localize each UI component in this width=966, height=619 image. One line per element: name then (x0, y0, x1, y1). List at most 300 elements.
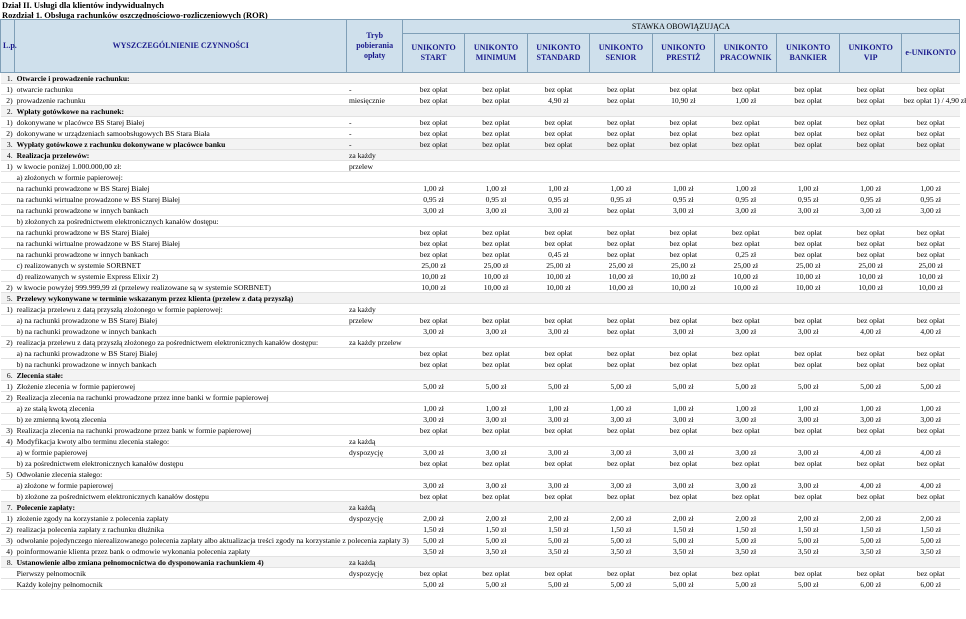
fee-cell (402, 436, 464, 447)
col-header-account-1: UNIKONTO MINIMUM (465, 34, 527, 73)
row-mode: dyspozycję (347, 447, 402, 458)
row-description: a) ze stałą kwotą zlecenia (15, 403, 347, 414)
row-mode (347, 260, 402, 271)
fee-cell: 6,00 zł (902, 579, 960, 590)
fee-cell: bez opłat (590, 117, 652, 128)
fee-cell: 1,50 zł (715, 524, 777, 535)
fee-cell: 25,00 zł (715, 260, 777, 271)
fee-cell: 5,00 zł (839, 535, 901, 546)
fee-cell: bez opłat (777, 227, 839, 238)
fee-cell (402, 304, 464, 315)
fee-cell: 4,90 zł (527, 95, 589, 106)
row-number: 5) (1, 469, 15, 480)
row-mode: - (347, 128, 402, 139)
fee-cell: bez opłat (902, 227, 960, 238)
fee-cell: 3,00 zł (465, 414, 527, 425)
fee-cell: bez opłat (715, 568, 777, 579)
fee-cell (902, 73, 960, 84)
fee-cell: 4,00 zł (902, 447, 960, 458)
fee-cell (590, 469, 652, 480)
table-row (1, 205, 960, 216)
fee-cell (465, 337, 527, 348)
fee-cell: 3,00 zł (839, 205, 901, 216)
fee-cell (839, 172, 901, 183)
fee-cell: 10,00 zł (715, 271, 777, 282)
fee-cell (465, 370, 527, 381)
fee-cell: 5,00 zł (590, 579, 652, 590)
fee-cell: bez opłat (902, 568, 960, 579)
row-number: 2) (1, 524, 15, 535)
row-number: 6. (1, 370, 15, 381)
fee-cell (465, 304, 527, 315)
section-row (1, 73, 960, 84)
fee-cell: 3,00 zł (465, 205, 527, 216)
fee-cell: 3,00 zł (465, 326, 527, 337)
fee-cell: bez opłat (839, 227, 901, 238)
fee-cell (590, 161, 652, 172)
fee-cell: 25,00 zł (465, 260, 527, 271)
fee-cell: bez opłat (402, 249, 464, 260)
table-row (1, 249, 960, 260)
row-number (1, 216, 15, 227)
table-row (1, 238, 960, 249)
fee-cell: bez opłat (652, 227, 714, 238)
fee-cell (715, 172, 777, 183)
col-header-mode: Tryb pobierania opłaty (347, 20, 402, 73)
fee-cell: 5,00 zł (402, 535, 464, 546)
fee-cell (402, 216, 464, 227)
fee-cell: bez opłat (777, 249, 839, 260)
fee-cell (402, 469, 464, 480)
fee-cell: 3,00 zł (465, 447, 527, 458)
row-description: Modyfikacja kwoty albo terminu zlecenia stałego: (15, 436, 347, 447)
fee-cell (902, 293, 960, 304)
fee-cell (652, 502, 714, 513)
fee-cell: bez opłat (652, 139, 714, 150)
fee-cell (465, 436, 527, 447)
fee-cell: 5,00 zł (402, 381, 464, 392)
fee-cell (715, 557, 777, 568)
fee-cell: 3,50 zł (527, 546, 589, 557)
fee-cell (465, 150, 527, 161)
row-number (1, 491, 15, 502)
table-row (1, 469, 960, 480)
row-mode (347, 392, 402, 403)
fee-cell (402, 150, 464, 161)
fee-cell: 3,00 zł (777, 414, 839, 425)
fee-cell (902, 172, 960, 183)
fee-cell: bez opłat (839, 458, 901, 469)
row-description: Ustanowienie albo zmiana pełnomocnictwa do dysponowania rachunkiem 4) (15, 557, 347, 568)
fee-cell: bez opłat (902, 117, 960, 128)
fee-cell: bez opłat (527, 425, 589, 436)
row-mode (347, 491, 402, 502)
fee-cell (777, 392, 839, 403)
table-row (1, 271, 960, 282)
fee-cell (839, 502, 901, 513)
fee-cell (839, 337, 901, 348)
fee-cell: bez opłat (715, 227, 777, 238)
fee-cell: bez opłat (777, 139, 839, 150)
fee-cell (715, 337, 777, 348)
row-number: 1. (1, 73, 15, 84)
fee-cell: bez opłat (590, 95, 652, 106)
fee-cell: 1,00 zł (902, 403, 960, 414)
fee-cell: 3,00 zł (652, 326, 714, 337)
chapter-title: Rozdział 1. Obsługa rachunków oszczędnościowo-rozliczeniowych (ROR) (2, 10, 268, 20)
fee-cell: bez opłat (839, 491, 901, 502)
row-number (1, 249, 15, 260)
fee-cell: 1,00 zł (590, 183, 652, 194)
fee-cell (715, 304, 777, 315)
fee-cell: bez opłat (402, 458, 464, 469)
row-number (1, 414, 15, 425)
row-mode (347, 458, 402, 469)
row-mode (347, 106, 402, 117)
row-description: d) realizowanych w systemie Express Elixir 2) (15, 271, 347, 282)
fee-cell: bez opłat (465, 359, 527, 370)
row-number (1, 359, 15, 370)
fee-cell: 1,00 zł (465, 183, 527, 194)
row-number (1, 271, 15, 282)
fee-cell (839, 106, 901, 117)
table-row (1, 326, 960, 337)
fee-cell: bez opłat (527, 491, 589, 502)
fee-cell: bez opłat (590, 249, 652, 260)
fee-cell: 3,00 zł (402, 414, 464, 425)
fee-cell: 3,00 zł (715, 205, 777, 216)
row-mode (347, 348, 402, 359)
fee-cell: 2,00 zł (527, 513, 589, 524)
row-number: 2) (1, 392, 15, 403)
fee-cell: bez opłat (590, 359, 652, 370)
table-row (1, 183, 960, 194)
fee-cell: bez opłat (465, 128, 527, 139)
fee-cell: bez opłat (902, 425, 960, 436)
fee-cell: bez opłat (902, 315, 960, 326)
fee-cell: bez opłat (652, 568, 714, 579)
fee-cell: bez opłat (839, 238, 901, 249)
fee-cell: 0,95 zł (527, 194, 589, 205)
fee-cell: 5,00 zł (777, 535, 839, 546)
fee-cell (902, 370, 960, 381)
row-description: Przelewy wykonywane w terminie wskazanym przez klienta (przelew z datą przyszłą) (15, 293, 347, 304)
fee-cell: bez opłat (402, 348, 464, 359)
row-number (1, 183, 15, 194)
fee-cell: bez opłat (839, 315, 901, 326)
fee-cell: bez opłat (652, 458, 714, 469)
fee-cell: 1,00 zł (402, 403, 464, 414)
fee-cell (715, 216, 777, 227)
fee-cell: 10,00 zł (902, 271, 960, 282)
fee-cell: bez opłat (590, 568, 652, 579)
fee-cell: 10,00 zł (527, 271, 589, 282)
fee-cell (590, 557, 652, 568)
fee-cell: 25,00 zł (590, 260, 652, 271)
row-description: w kwocie powyżej 999.999,99 zł (przelewy realizowane są w systemie SORBNET) (15, 282, 347, 293)
table-row (1, 425, 960, 436)
fee-cell (777, 216, 839, 227)
fee-cell (777, 304, 839, 315)
col-header-lp: L.p. (1, 20, 15, 73)
fee-cell: bez opłat (777, 491, 839, 502)
fee-cell: bez opłat (465, 425, 527, 436)
fee-cell: bez opłat (402, 117, 464, 128)
fee-cell: bez opłat (715, 139, 777, 150)
row-mode (347, 282, 402, 293)
fee-cell (715, 106, 777, 117)
row-description: na rachunki prowadzone w BS Starej Białej (15, 227, 347, 238)
section-row (1, 557, 960, 568)
table-row (1, 359, 960, 370)
fee-cell: 10,00 zł (715, 282, 777, 293)
fee-cell: bez opłat (402, 491, 464, 502)
row-number (1, 172, 15, 183)
row-mode: dyspozycję (347, 568, 402, 579)
fee-cell: 0,45 zł (527, 249, 589, 260)
fee-cell (652, 106, 714, 117)
section-row (1, 150, 960, 161)
fee-cell: 1,00 zł (465, 403, 527, 414)
fee-cell (527, 216, 589, 227)
table-row (1, 546, 960, 557)
table-row (1, 260, 960, 271)
fee-cell (839, 304, 901, 315)
row-number: 4) (1, 546, 15, 557)
fee-cell (465, 161, 527, 172)
fee-cell: bez opłat (402, 227, 464, 238)
fee-cell: bez opłat (652, 128, 714, 139)
fee-cell: 4,00 zł (839, 480, 901, 491)
fee-cell: bez opłat (590, 491, 652, 502)
row-number (1, 480, 15, 491)
table-row (1, 348, 960, 359)
fee-cell (590, 73, 652, 84)
row-number (1, 458, 15, 469)
fee-cell: bez opłat (527, 238, 589, 249)
table-row (1, 95, 960, 106)
section-row (1, 502, 960, 513)
fee-cell: 2,00 zł (402, 513, 464, 524)
fee-cell (902, 337, 960, 348)
fee-cell: bez opłat (715, 84, 777, 95)
fee-cell (839, 392, 901, 403)
fee-cell: 5,00 zł (652, 579, 714, 590)
row-description: realizacja polecenia zapłaty z rachunku dłużnika (15, 524, 347, 535)
row-number: 3. (1, 139, 15, 150)
table-row (1, 315, 960, 326)
row-description: Zlecenia stałe: (15, 370, 347, 381)
fee-cell: 4,00 zł (839, 326, 901, 337)
table-row (1, 172, 960, 183)
fee-cell (590, 293, 652, 304)
fee-cell: 3,50 zł (715, 546, 777, 557)
row-description: prowadzenie rachunku (15, 95, 347, 106)
fee-cell (715, 161, 777, 172)
row-number: 8. (1, 557, 15, 568)
fee-cell: 3,00 zł (715, 480, 777, 491)
fee-cell: bez opłat (652, 348, 714, 359)
row-mode (347, 183, 402, 194)
fee-cell: 3,00 zł (715, 326, 777, 337)
row-number: 2) (1, 128, 15, 139)
fee-cell: 1,50 zł (465, 524, 527, 535)
fee-cell: bez opłat (402, 95, 464, 106)
fee-cell: bez opłat (777, 95, 839, 106)
fee-cell: 3,00 zł (715, 414, 777, 425)
table-row (1, 128, 960, 139)
fee-cell (777, 293, 839, 304)
fee-cell: 1,50 zł (402, 524, 464, 535)
fee-cell: bez opłat (527, 568, 589, 579)
fee-cell (902, 557, 960, 568)
row-description: a) na rachunki prowadzone w BS Starej Białej (15, 315, 347, 326)
fee-cell: 0,95 zł (777, 194, 839, 205)
fee-cell (715, 502, 777, 513)
row-mode (347, 579, 402, 590)
fee-cell: 25,00 zł (777, 260, 839, 271)
fee-cell: bez opłat (590, 425, 652, 436)
row-description: w kwocie poniżej 1.000.000,00 zł: (15, 161, 347, 172)
fee-cell: 5,00 zł (465, 579, 527, 590)
fee-cell: 5,00 zł (777, 579, 839, 590)
fee-cell: 4,00 zł (902, 326, 960, 337)
fee-cell (777, 172, 839, 183)
table-row (1, 436, 960, 447)
row-mode (347, 546, 402, 557)
fee-cell: 1,00 zł (839, 403, 901, 414)
fee-cell: 10,00 zł (527, 282, 589, 293)
col-header-name: WYSZCZEGÓLNIENIE CZYNNOŚCI (15, 20, 347, 73)
fee-cell: 3,00 zł (652, 480, 714, 491)
fee-cell (590, 304, 652, 315)
table-row (1, 227, 960, 238)
fee-cell: 10,00 zł (652, 271, 714, 282)
fee-cell: 3,00 zł (402, 480, 464, 491)
row-number: 2) (1, 337, 15, 348)
fee-cell: 10,00 zł (590, 282, 652, 293)
fee-cell (465, 293, 527, 304)
row-description: a) w formie papierowej (15, 447, 347, 458)
row-mode (347, 524, 402, 535)
fee-cell: bez opłat (590, 128, 652, 139)
fee-cell: 0,95 zł (839, 194, 901, 205)
fee-cell: 10,00 zł (902, 282, 960, 293)
fee-cell (902, 436, 960, 447)
row-number: 1) (1, 304, 15, 315)
row-number (1, 447, 15, 458)
row-number: 2. (1, 106, 15, 117)
row-description: na rachunki wirtualne prowadzone w BS Starej Białej (15, 238, 347, 249)
fee-cell: bez opłat (465, 227, 527, 238)
fee-cell: 5,00 zł (652, 381, 714, 392)
fee-cell (527, 106, 589, 117)
fee-cell (590, 106, 652, 117)
fee-cell: 10,00 zł (777, 271, 839, 282)
table-row (1, 84, 960, 95)
row-mode: przelew (347, 315, 402, 326)
fee-cell: 1,00 zł (715, 403, 777, 414)
fee-cell (902, 304, 960, 315)
fee-cell: bez opłat (590, 238, 652, 249)
fee-cell: bez opłat (839, 568, 901, 579)
fee-cell: 1,50 zł (777, 524, 839, 535)
row-mode (347, 227, 402, 238)
fee-cell: 10,00 zł (465, 282, 527, 293)
fee-cell: 3,00 zł (465, 480, 527, 491)
document-header (2, 0, 268, 20)
fee-cell (465, 216, 527, 227)
row-number: 4) (1, 436, 15, 447)
fee-cell: 3,00 zł (715, 447, 777, 458)
fee-cell (902, 502, 960, 513)
fee-cell (590, 502, 652, 513)
fee-cell (652, 304, 714, 315)
fee-cell (527, 337, 589, 348)
table-row (1, 392, 960, 403)
fee-cell: 25,00 zł (527, 260, 589, 271)
row-mode (347, 249, 402, 260)
fee-cell (902, 150, 960, 161)
fee-cell: bez opłat (590, 84, 652, 95)
fee-cell: 3,00 zł (652, 447, 714, 458)
row-mode (347, 271, 402, 282)
fee-cell: 5,00 zł (527, 381, 589, 392)
row-description: a) na rachunki prowadzone w BS Starej Białej (15, 348, 347, 359)
fee-cell: bez opłat (465, 348, 527, 359)
fee-cell (902, 161, 960, 172)
row-mode (347, 469, 402, 480)
row-number (1, 348, 15, 359)
section-row (1, 293, 960, 304)
fee-cell: 1,00 zł (527, 403, 589, 414)
fee-table (0, 19, 966, 590)
fee-cell (652, 216, 714, 227)
fee-cell: bez opłat (465, 249, 527, 260)
col-header-account-3: UNIKONTO SENIOR (590, 34, 652, 73)
row-description: Odwołanie zlecenia stałego: (15, 469, 347, 480)
fee-cell: bez opłat (777, 84, 839, 95)
fee-cell: 3,00 zł (777, 447, 839, 458)
fee-cell: 0,95 zł (465, 194, 527, 205)
fee-cell: bez opłat (652, 425, 714, 436)
fee-cell (402, 337, 464, 348)
fee-cell: bez opłat (777, 128, 839, 139)
fee-cell: 2,00 zł (839, 513, 901, 524)
fee-cell (527, 436, 589, 447)
row-number: 5. (1, 293, 15, 304)
fee-cell: bez opłat (652, 359, 714, 370)
fee-cell: 1,00 zł (777, 403, 839, 414)
fee-cell: 1,00 zł (590, 403, 652, 414)
fee-cell: bez opłat (839, 128, 901, 139)
table-row (1, 161, 960, 172)
fee-cell: bez opłat (527, 84, 589, 95)
row-number: 1) (1, 117, 15, 128)
row-number (1, 227, 15, 238)
fee-cell: bez opłat (652, 249, 714, 260)
row-description: Każdy kolejny pełnomocnik (15, 579, 347, 590)
fee-cell: 3,00 zł (902, 205, 960, 216)
fee-cell: 1,00 zł (652, 183, 714, 194)
fee-cell: bez opłat (402, 128, 464, 139)
table-row (1, 216, 960, 227)
fee-cell: 0,95 zł (902, 194, 960, 205)
fee-cell: bez opłat (902, 359, 960, 370)
fee-cell (652, 469, 714, 480)
row-description: b) ze zmienną kwotą zlecenia (15, 414, 347, 425)
fee-cell: 25,00 zł (402, 260, 464, 271)
